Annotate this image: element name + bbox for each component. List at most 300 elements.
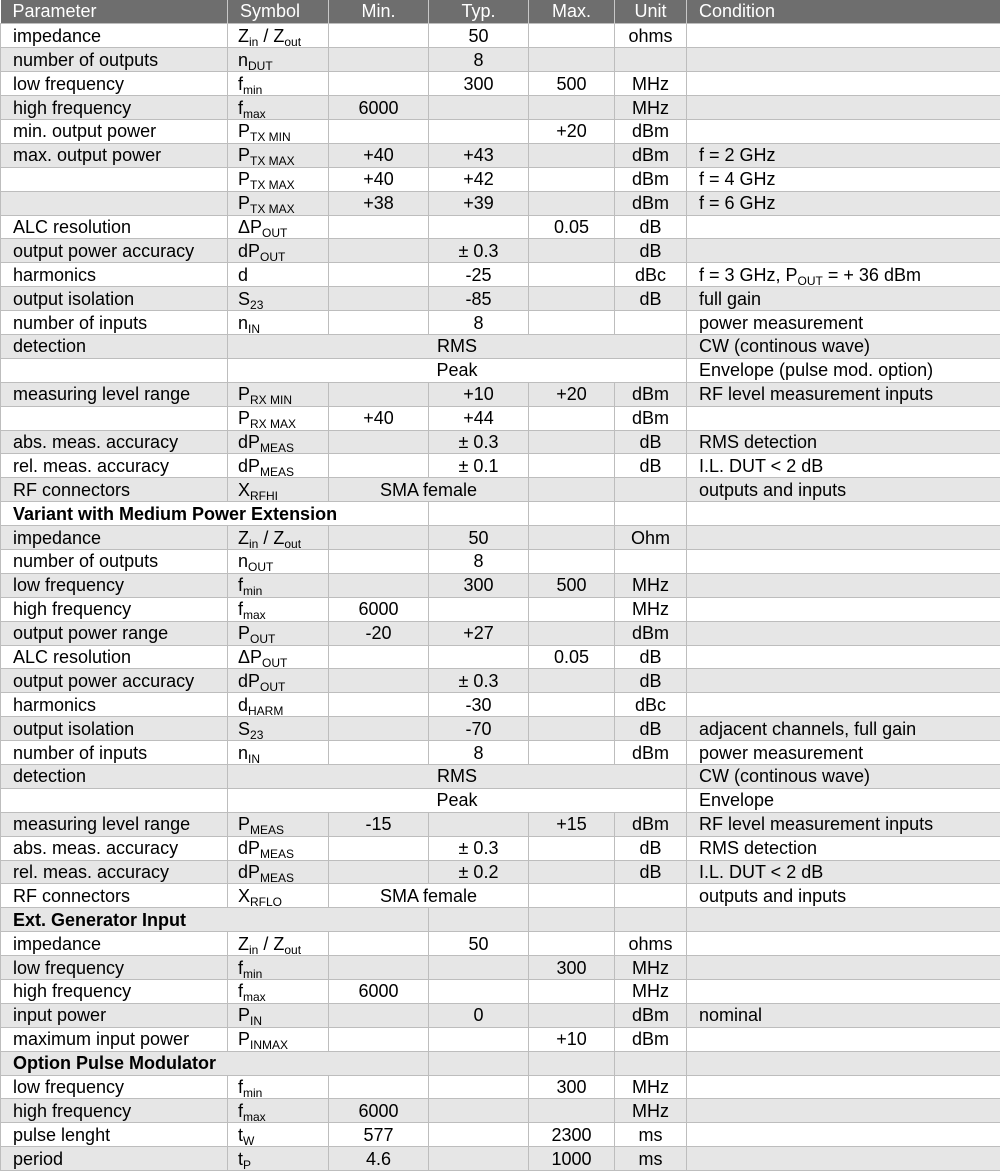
- symbol-subscript-2: out: [284, 942, 302, 956]
- table-row: [1, 1003, 1000, 1027]
- section-row: [1, 908, 1000, 932]
- condition-text: f = 6 GHz: [699, 193, 776, 214]
- detection-mode-cell: Peak: [228, 358, 687, 382]
- symbol-subscript: MEAS: [260, 847, 295, 861]
- symbol-subscript: MEAS: [260, 440, 295, 454]
- parameter-cell: output power accuracy: [1, 669, 228, 693]
- table-row: [1, 1027, 1000, 1051]
- parameter-cell: harmonics: [1, 263, 228, 287]
- parameter-cell: low frequency: [1, 573, 228, 597]
- parameter-cell: number of outputs: [1, 48, 228, 72]
- condition-cell: [687, 884, 1000, 908]
- table-row: [1, 311, 1000, 335]
- condition-cell: [687, 287, 1000, 311]
- max-cell: [529, 167, 615, 191]
- min-cell: -15: [329, 812, 429, 836]
- max-cell: [529, 860, 615, 884]
- condition-cell: [687, 597, 1000, 621]
- condition-cell: [687, 836, 1000, 860]
- condition-cell: [687, 1147, 1000, 1171]
- condition-cell: [687, 454, 1000, 478]
- unit-cell: dB: [615, 287, 687, 311]
- table-row: [1, 358, 1000, 382]
- section-title: Option Pulse Modulator: [1, 1051, 429, 1075]
- unit-cell: MHz: [615, 597, 687, 621]
- unit-cell: dB: [615, 645, 687, 669]
- condition-cell: [687, 358, 1000, 382]
- symbol-subscript: in: [249, 34, 259, 48]
- max-cell: [529, 741, 615, 765]
- header-parameter: Parameter: [1, 0, 228, 24]
- max-cell: 2300: [529, 1123, 615, 1147]
- max-cell: [529, 96, 615, 120]
- symbol-cell: [228, 836, 329, 860]
- unit-cell: dBm: [615, 621, 687, 645]
- table-header: [1, 0, 1000, 24]
- symbol-subscript: MEAS: [260, 871, 295, 884]
- table-row: [1, 1099, 1000, 1123]
- parameter-cell: output power range: [1, 621, 228, 645]
- unit-cell: MHz: [615, 72, 687, 96]
- symbol-subscript: P: [243, 1157, 252, 1171]
- parameter-cell: number of outputs: [1, 549, 228, 573]
- typ-cell: +44: [429, 406, 529, 430]
- parameter-cell: rel. meas. accuracy: [1, 860, 228, 884]
- detection-mode-cell: RMS: [228, 334, 687, 358]
- parameter-cell: max. output power: [1, 143, 228, 167]
- max-cell: [529, 1099, 615, 1123]
- typ-cell: 300: [429, 573, 529, 597]
- symbol-subscript: TX MAX: [250, 202, 295, 216]
- table-row: [1, 96, 1000, 120]
- symbol-cell: [228, 621, 329, 645]
- parameter-cell: [1, 406, 228, 430]
- condition-cell: [687, 119, 1000, 143]
- symbol-base: f: [238, 73, 244, 94]
- condition-text: I.L. DUT < 2 dB: [699, 455, 824, 476]
- typ-cell: [429, 1147, 529, 1171]
- symbol-cell: [228, 263, 329, 287]
- table-row: [1, 836, 1000, 860]
- table-row: [1, 956, 1000, 980]
- unit-cell: MHz: [615, 573, 687, 597]
- max-cell: [529, 430, 615, 454]
- symbol-base: n: [238, 742, 249, 763]
- parameter-cell: measuring level range: [1, 382, 228, 406]
- symbol-cell: [228, 932, 329, 956]
- condition-text: RMS detection: [699, 431, 818, 452]
- symbol-subscript: max: [243, 990, 266, 1004]
- header-typ: Typ.: [429, 0, 529, 24]
- symbol-subscript: TX MAX: [250, 154, 295, 168]
- condition-cell: [687, 932, 1000, 956]
- table-cell: [615, 1051, 687, 1075]
- unit-cell: Ohm: [615, 526, 687, 550]
- condition-cell: [687, 1123, 1000, 1147]
- table-row: [1, 573, 1000, 597]
- max-cell: [529, 932, 615, 956]
- max-cell: [529, 239, 615, 263]
- symbol-base: ΔP: [238, 646, 263, 667]
- symbol-subscript: IN: [248, 751, 261, 765]
- condition-cell: [687, 1075, 1000, 1099]
- symbol-base: X: [238, 479, 251, 500]
- symbol-cell: [228, 1123, 329, 1147]
- condition-cell: [687, 765, 1000, 789]
- typ-cell: [429, 1027, 529, 1051]
- min-cell: [329, 526, 429, 550]
- unit-cell: MHz: [615, 956, 687, 980]
- min-cell: [329, 215, 429, 239]
- parameter-cell: impedance: [1, 24, 228, 48]
- table-row: [1, 1147, 1000, 1171]
- unit-cell: dB: [615, 239, 687, 263]
- typ-cell: [429, 812, 529, 836]
- symbol-cell: [228, 24, 329, 48]
- symbol-cell: [228, 573, 329, 597]
- max-cell: [529, 884, 615, 908]
- table-row: [1, 788, 1000, 812]
- parameter-cell: ALC resolution: [1, 215, 228, 239]
- parameter-cell: impedance: [1, 932, 228, 956]
- symbol-cell: [228, 1147, 329, 1171]
- symbol-cell: [228, 96, 329, 120]
- max-cell: 0.05: [529, 215, 615, 239]
- symbol-base: ΔP: [238, 216, 263, 237]
- symbol-cell: [228, 860, 329, 884]
- parameter-cell: RF connectors: [1, 884, 228, 908]
- table-row: [1, 669, 1000, 693]
- unit-cell: ms: [615, 1147, 687, 1171]
- symbol-base: d: [238, 694, 249, 715]
- symbol-base: Z: [238, 527, 249, 548]
- table-row: [1, 24, 1000, 48]
- unit-cell: MHz: [615, 980, 687, 1004]
- parameter-cell: low frequency: [1, 956, 228, 980]
- parameter-cell: abs. meas. accuracy: [1, 430, 228, 454]
- parameter-cell: [1, 788, 228, 812]
- symbol-base: P: [238, 408, 251, 429]
- table-row: [1, 645, 1000, 669]
- parameter-cell: high frequency: [1, 96, 228, 120]
- condition-cell: [687, 215, 1000, 239]
- typ-cell: -25: [429, 263, 529, 287]
- condition-cell: [687, 980, 1000, 1004]
- symbol-cell: [228, 215, 329, 239]
- symbol-base: f: [238, 981, 244, 1002]
- table-row: [1, 621, 1000, 645]
- symbol-cell: [228, 717, 329, 741]
- min-cell: [329, 717, 429, 741]
- typ-cell: 50: [429, 932, 529, 956]
- typ-cell: 8: [429, 311, 529, 335]
- min-cell: 6000: [329, 1099, 429, 1123]
- min-cell: [329, 932, 429, 956]
- symbol-subscript: RX MIN: [250, 393, 293, 407]
- symbol-base: P: [238, 121, 251, 142]
- table-row: [1, 980, 1000, 1004]
- condition-cell: [687, 191, 1000, 215]
- symbol-base: S: [238, 718, 251, 739]
- table-row: [1, 215, 1000, 239]
- min-cell: [329, 741, 429, 765]
- unit-cell: dBm: [615, 812, 687, 836]
- symbol-subscript: min: [243, 1086, 263, 1099]
- unit-cell: dBm: [615, 191, 687, 215]
- max-cell: [529, 549, 615, 573]
- symbol-subscript: 23: [250, 297, 264, 311]
- min-cell: +40: [329, 143, 429, 167]
- symbol-cell: [228, 430, 329, 454]
- symbol-cell: [228, 406, 329, 430]
- condition-cell: [687, 311, 1000, 335]
- condition-cell: [687, 24, 1000, 48]
- symbol-cell: [228, 48, 329, 72]
- condition-cell: [687, 741, 1000, 765]
- typ-cell: [429, 597, 529, 621]
- min-cell: 6000: [329, 96, 429, 120]
- min-cell: [329, 573, 429, 597]
- condition-cell: [687, 645, 1000, 669]
- parameter-cell: pulse lenght: [1, 1123, 228, 1147]
- symbol-subscript: max: [243, 1109, 266, 1123]
- condition-cell: [687, 1027, 1000, 1051]
- parameter-cell: output isolation: [1, 287, 228, 311]
- typ-cell: -70: [429, 717, 529, 741]
- unit-cell: ms: [615, 1123, 687, 1147]
- max-cell: [529, 478, 615, 502]
- parameter-cell: high frequency: [1, 980, 228, 1004]
- symbol-base: X: [238, 885, 251, 906]
- parameter-cell: high frequency: [1, 1099, 228, 1123]
- condition-cell: [687, 860, 1000, 884]
- parameter-cell: number of inputs: [1, 311, 228, 335]
- unit-cell: dB: [615, 860, 687, 884]
- max-cell: [529, 191, 615, 215]
- symbol-subscript: IN: [248, 321, 261, 335]
- symbol-subscript-2: out: [284, 34, 302, 48]
- symbol-subscript: OUT: [260, 249, 286, 263]
- condition-cell: [687, 96, 1000, 120]
- max-cell: [529, 980, 615, 1004]
- symbol-base: f: [238, 97, 244, 118]
- min-cell: [329, 24, 429, 48]
- parameter-cell: detection: [1, 765, 228, 789]
- typ-cell: -85: [429, 287, 529, 311]
- header-symbol: Symbol: [228, 0, 329, 24]
- min-cell: [329, 239, 429, 263]
- table-row: [1, 884, 1000, 908]
- table-row: [1, 860, 1000, 884]
- table-row: [1, 597, 1000, 621]
- table-row: [1, 263, 1000, 287]
- typ-cell: ± 0.1: [429, 454, 529, 478]
- min-cell: [329, 72, 429, 96]
- typ-cell: [429, 119, 529, 143]
- unit-cell: dBc: [615, 693, 687, 717]
- max-cell: [529, 143, 615, 167]
- unit-cell: [615, 311, 687, 335]
- symbol-base: dP: [238, 862, 261, 882]
- symbol-cell: [228, 549, 329, 573]
- symbol-subscript: RFHI: [250, 488, 279, 502]
- parameter-cell: measuring level range: [1, 812, 228, 836]
- symbol-cell: [228, 382, 329, 406]
- min-cell: [329, 48, 429, 72]
- parameter-cell: [1, 167, 228, 191]
- detection-mode-cell: Peak: [228, 788, 687, 812]
- symbol-base: P: [238, 169, 251, 190]
- table-row: [1, 334, 1000, 358]
- max-cell: +10: [529, 1027, 615, 1051]
- condition-text: nominal: [699, 1005, 763, 1026]
- symbol-cell: [228, 812, 329, 836]
- table-row: [1, 478, 1000, 502]
- unit-cell: dBm: [615, 119, 687, 143]
- parameter-cell: high frequency: [1, 597, 228, 621]
- section-title: Ext. Generator Input: [1, 908, 429, 932]
- symbol-cell: [228, 478, 329, 502]
- parameter-cell: detection: [1, 334, 228, 358]
- condition-cell: [687, 334, 1000, 358]
- typ-cell: 0: [429, 1003, 529, 1027]
- unit-cell: dBm: [615, 741, 687, 765]
- symbol-subscript: OUT: [262, 655, 288, 669]
- max-cell: +20: [529, 119, 615, 143]
- table-row: [1, 549, 1000, 573]
- max-cell: [529, 454, 615, 478]
- condition-text: full gain: [699, 288, 762, 309]
- table-row: [1, 454, 1000, 478]
- symbol-base: P: [238, 814, 251, 835]
- max-cell: [529, 669, 615, 693]
- min-cell: [329, 263, 429, 287]
- condition-text: CW (continous wave): [699, 766, 871, 787]
- symbol-cell: [228, 72, 329, 96]
- condition-text: f = 2 GHz: [699, 145, 776, 166]
- symbol-base: t: [238, 1148, 244, 1169]
- table-row: [1, 143, 1000, 167]
- symbol-cell: [228, 191, 329, 215]
- max-cell: [529, 717, 615, 741]
- symbol-subscript: TX MIN: [250, 130, 291, 144]
- connector-type-cell: SMA female: [329, 884, 529, 908]
- unit-cell: dB: [615, 215, 687, 239]
- symbol-cell: [228, 956, 329, 980]
- header-row: [1, 0, 1000, 24]
- max-cell: +15: [529, 812, 615, 836]
- table-cell: [687, 1051, 1000, 1075]
- table-cell: [529, 908, 615, 932]
- parameter-cell: period: [1, 1147, 228, 1171]
- symbol-cell: [228, 980, 329, 1004]
- min-cell: [329, 1003, 429, 1027]
- symbol-subscript: min: [243, 966, 263, 980]
- typ-cell: [429, 1099, 529, 1123]
- min-cell: 6000: [329, 980, 429, 1004]
- min-cell: [329, 836, 429, 860]
- symbol-base: S: [238, 288, 251, 309]
- condition-text: power measurement: [699, 312, 864, 333]
- typ-cell: ± 0.3: [429, 836, 529, 860]
- table-cell: [429, 502, 529, 526]
- max-cell: 0.05: [529, 645, 615, 669]
- symbol-cell: [228, 669, 329, 693]
- symbol-base: dP: [238, 670, 261, 691]
- symbol-base: dP: [238, 431, 261, 452]
- parameter-cell: abs. meas. accuracy: [1, 836, 228, 860]
- max-cell: 1000: [529, 1147, 615, 1171]
- parameter-cell: low frequency: [1, 72, 228, 96]
- symbol-subscript: min: [243, 584, 263, 598]
- typ-cell: 8: [429, 741, 529, 765]
- condition-text: adjacent channels, full gain: [699, 718, 917, 739]
- condition-cell: [687, 143, 1000, 167]
- symbol-base: f: [238, 1077, 244, 1098]
- symbol-cell: [228, 119, 329, 143]
- parameter-cell: input power: [1, 1003, 228, 1027]
- symbol-cell: [228, 239, 329, 263]
- parameter-cell: low frequency: [1, 1075, 228, 1099]
- condition-cell: [687, 549, 1000, 573]
- symbol-cell: [228, 741, 329, 765]
- symbol-cell: [228, 597, 329, 621]
- table-row: [1, 717, 1000, 741]
- table-row: [1, 239, 1000, 263]
- unit-cell: [615, 549, 687, 573]
- unit-cell: dB: [615, 430, 687, 454]
- unit-cell: dBm: [615, 382, 687, 406]
- condition-text: Envelope (pulse mod. option): [699, 360, 934, 381]
- min-cell: 4.6: [329, 1147, 429, 1171]
- unit-cell: dB: [615, 836, 687, 860]
- max-cell: [529, 406, 615, 430]
- parameter-cell: output power accuracy: [1, 239, 228, 263]
- header-min: Min.: [329, 0, 429, 24]
- parameter-cell: ALC resolution: [1, 645, 228, 669]
- symbol-base: P: [238, 1005, 251, 1026]
- symbol-subscript: OUT: [262, 225, 288, 239]
- condition-cell: [687, 956, 1000, 980]
- symbol-base: P: [238, 193, 251, 214]
- symbol-subscript: RFLO: [250, 894, 283, 908]
- parameter-cell: harmonics: [1, 693, 228, 717]
- parameter-cell: output isolation: [1, 717, 228, 741]
- typ-cell: [429, 1075, 529, 1099]
- symbol-subscript: MEAS: [260, 464, 295, 478]
- typ-cell: +10: [429, 382, 529, 406]
- max-cell: 500: [529, 72, 615, 96]
- typ-cell: [429, 215, 529, 239]
- symbol-cell: [228, 287, 329, 311]
- condition-cell: [687, 239, 1000, 263]
- symbol-cell: [228, 693, 329, 717]
- min-cell: [329, 1075, 429, 1099]
- symbol-cell: [228, 645, 329, 669]
- condition-text: CW (continous wave): [699, 336, 871, 357]
- symbol-subscript: RX MAX: [250, 417, 297, 431]
- header-unit: Unit: [615, 0, 687, 24]
- symbol-base: n: [238, 551, 249, 572]
- parameter-cell: rel. meas. accuracy: [1, 454, 228, 478]
- symbol-cell: [228, 143, 329, 167]
- max-cell: [529, 621, 615, 645]
- typ-cell: 50: [429, 526, 529, 550]
- section-row: [1, 502, 1000, 526]
- max-cell: [529, 836, 615, 860]
- max-cell: [529, 526, 615, 550]
- table-row: [1, 932, 1000, 956]
